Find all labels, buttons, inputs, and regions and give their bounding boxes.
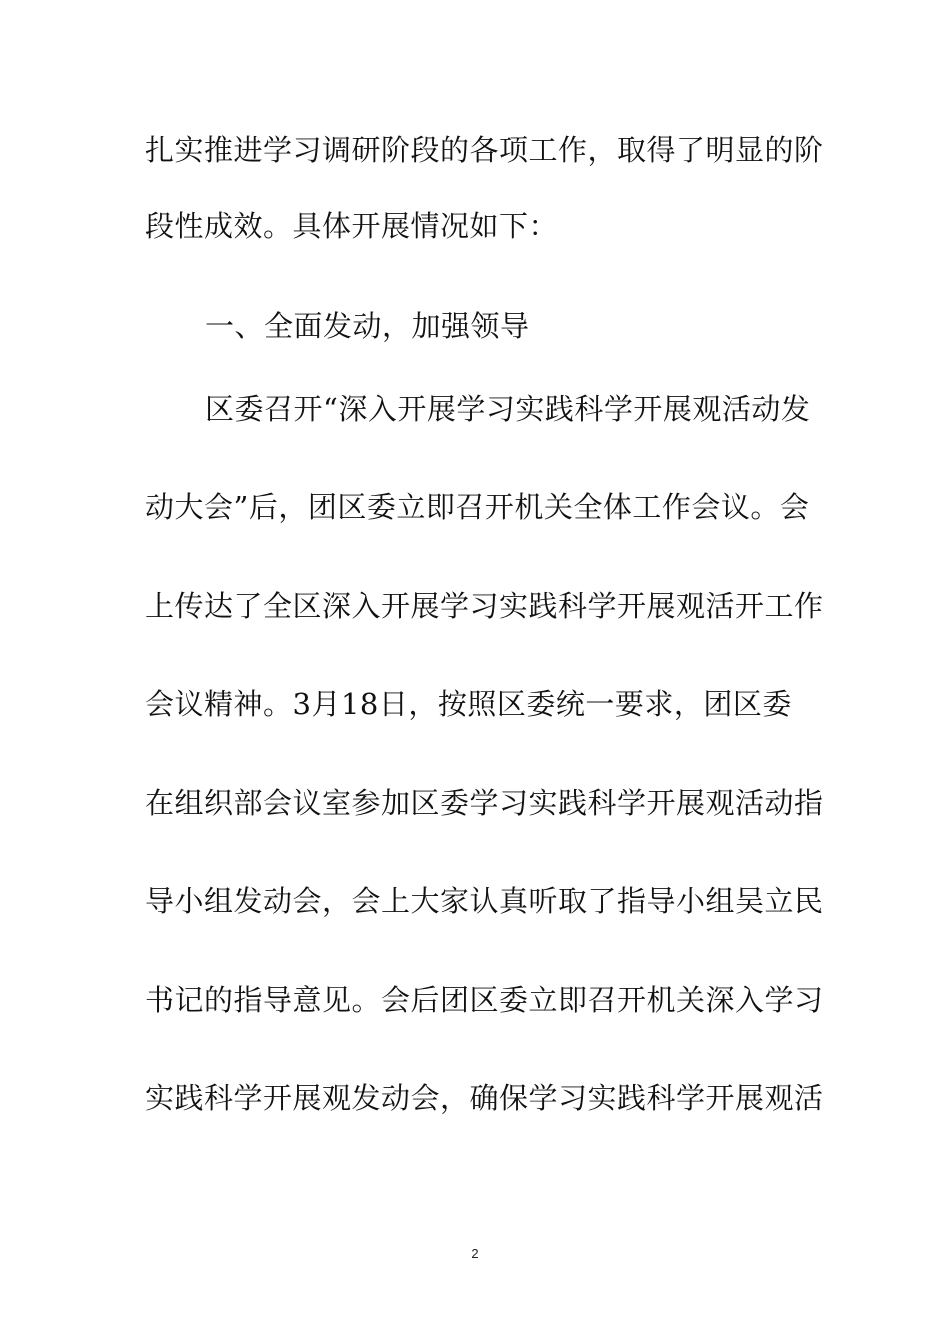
paragraph-line: 会议精神。3月18日，按照区委统一要求，团区委 xyxy=(145,687,792,721)
paragraph-line: 扎实推进学习调研阶段的各项工作，取得了明显的阶 xyxy=(145,133,824,167)
paragraph-line: 实践科学开展观发动会，确保学习实践科学开展观活 xyxy=(145,1081,824,1115)
paragraph-line: 段性成效。具体开展情况如下： xyxy=(145,209,559,243)
paragraph-line: 导小组发动会，会上大家认真听取了指导小组吴立民 xyxy=(145,884,824,918)
page-number: 2 xyxy=(471,1246,479,1261)
paragraph-line: 动大会”后，团区委立即召开机关全体工作会议。会 xyxy=(145,490,810,524)
paragraph-line: 上传达了全区深入开展学习实践科学开展观活开工作 xyxy=(145,589,824,623)
section-heading: 一、全面发动，加强领导 xyxy=(205,309,530,343)
paragraph-line: 区委召开“深入开展学习实践科学开展观活动发 xyxy=(205,392,811,426)
paragraph-line: 在组织部会议室参加区委学习实践科学开展观活动指 xyxy=(145,786,824,820)
paragraph-line: 书记的指导意见。会后团区委立即召开机关深入学习 xyxy=(145,983,824,1017)
